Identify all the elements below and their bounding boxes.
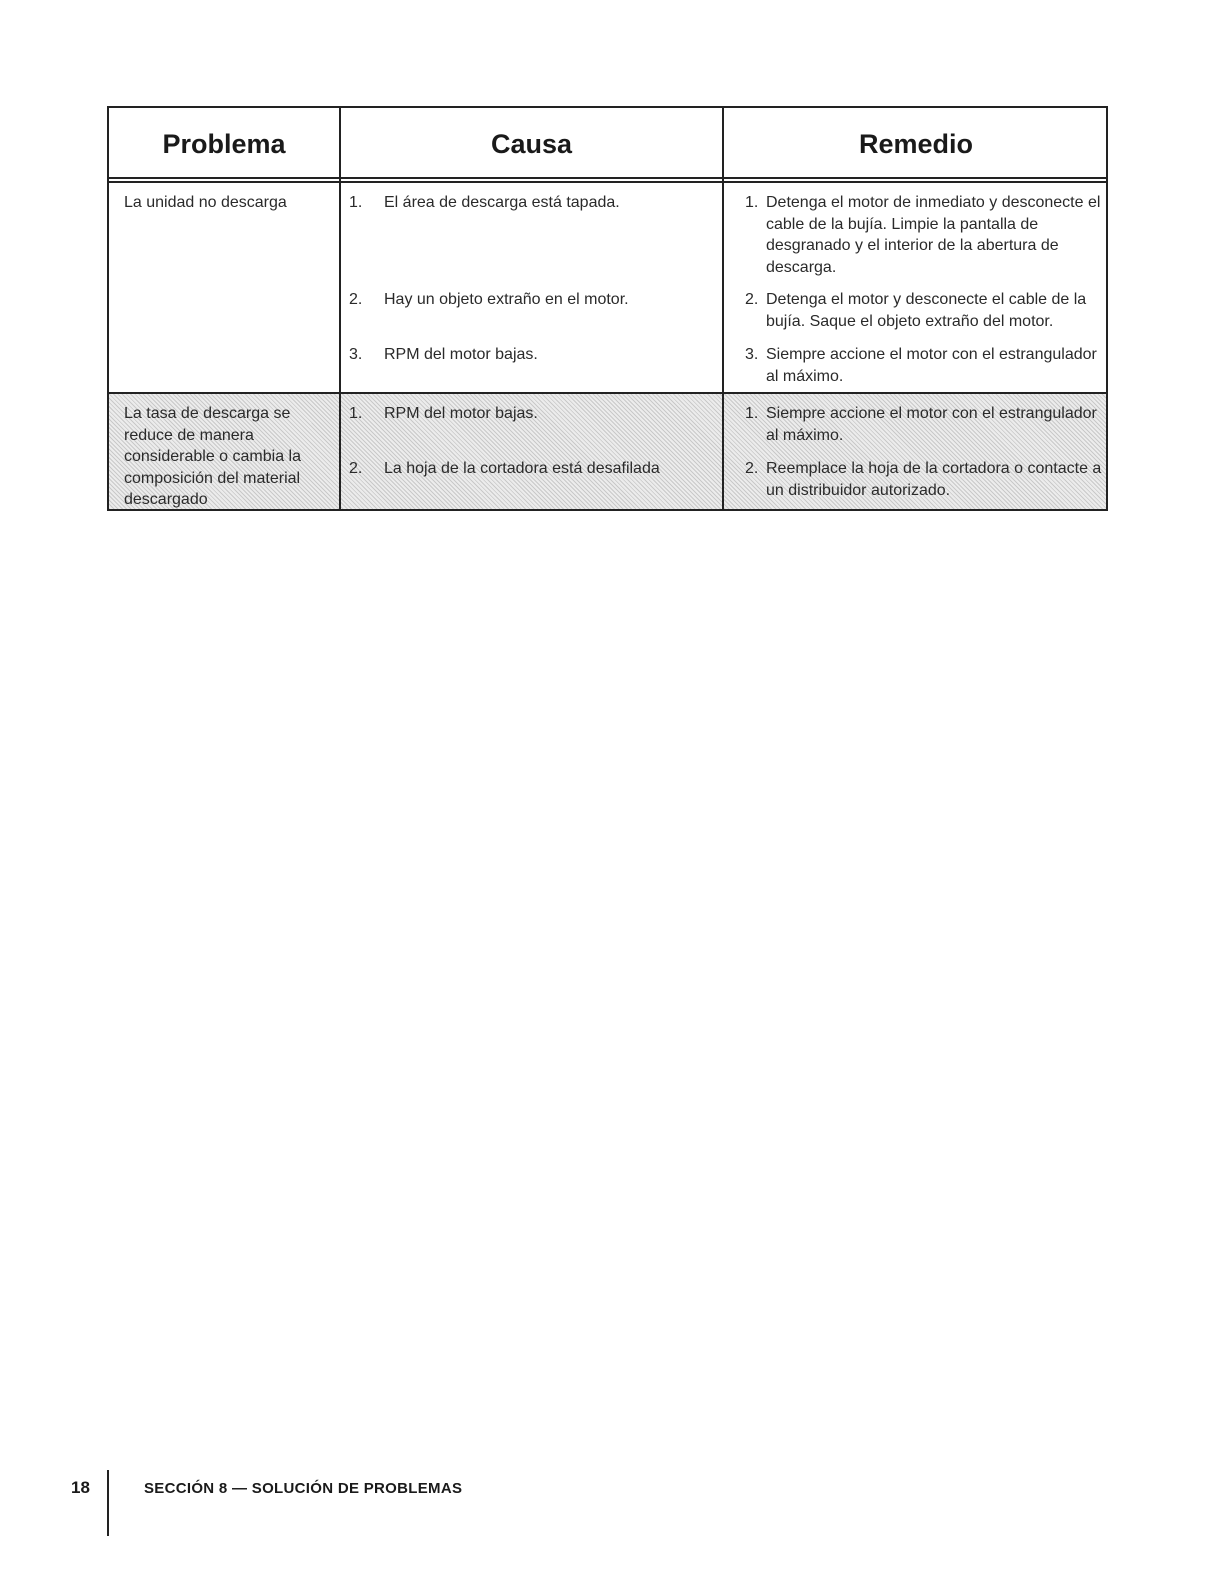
cause-number: 1. <box>349 405 363 422</box>
remedy-text: Detenga el motor y desconecte el cable de la bujía. Saque el objeto extraño del motor. <box>766 291 1087 330</box>
header-remedio: Remedio <box>858 128 974 159</box>
cause-text: RPM del motor bajas. <box>384 346 538 363</box>
cause-text: Hay un objeto extraño en el motor. <box>384 291 629 308</box>
troubleshooting-table <box>107 106 1108 511</box>
problem-cell: La unidad no descarga <box>124 194 287 211</box>
footer-divider <box>107 1470 109 1536</box>
remedy-number: 2. <box>745 460 759 477</box>
page-number: 18 <box>71 1478 90 1497</box>
cause-number: 2. <box>349 460 363 477</box>
section-title: SECCIÓN 8 — SOLUCIÓN DE PROBLEMAS <box>144 1480 463 1497</box>
remedy-number: 1. <box>745 405 759 422</box>
remedy-text: Detenga el motor de inmediato y desconecte el cable de la bujía. Limpie la pantalla de desgranado y el interior de la abertura de descarga. <box>766 194 1101 276</box>
remedy-text: Siempre accione el motor con el estrangulador al máximo. <box>766 405 1097 444</box>
remedy-text: Reemplace la hoja de la cortadora o contacte a un distribuidor autorizado. <box>766 460 1102 499</box>
cause-number: 1. <box>349 194 363 211</box>
remedy-text: Siempre accione el motor con el estrangulador al máximo. <box>766 346 1097 385</box>
header-divider <box>109 181 1106 183</box>
cause-number: 3. <box>349 346 363 363</box>
problem-cell: La tasa de descarga se reduce de manera considerable o cambia la composición del material descargado <box>124 405 301 508</box>
cause-text: El área de descarga está tapada. <box>384 194 620 211</box>
remedy-number: 2. <box>745 291 759 308</box>
remedy-number: 3. <box>745 346 759 363</box>
remedy-number: 1. <box>745 194 759 211</box>
header-causa: Causa <box>490 128 573 159</box>
cause-text: La hoja de la cortadora está desafilada <box>384 460 660 477</box>
cause-number: 2. <box>349 291 363 308</box>
row-divider <box>109 392 1106 394</box>
cause-text: RPM del motor bajas. <box>384 405 538 422</box>
header-problema: Problema <box>162 128 286 159</box>
